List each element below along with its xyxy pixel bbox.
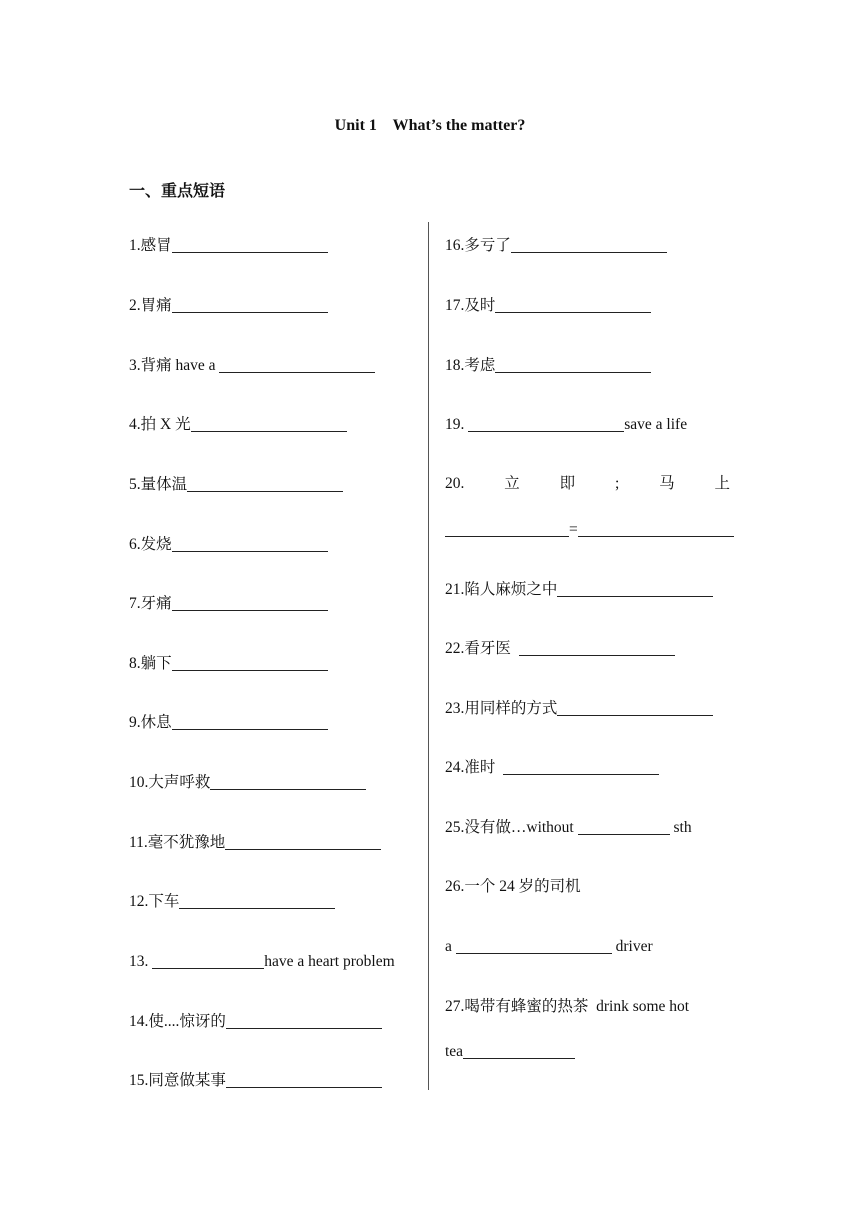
list-item: 2.胃痛 (129, 296, 328, 316)
answer-blank[interactable] (495, 298, 651, 313)
list-item: 24.准时 (445, 758, 659, 778)
answer-blank[interactable] (210, 775, 366, 790)
list-item: 1.感冒 (129, 236, 328, 256)
list-item: 9.休息 (129, 713, 328, 733)
list-item: 19. save a life (445, 416, 688, 433)
list-item: 11.毫不犹豫地 (129, 833, 381, 853)
list-item: 21.陷人麻烦之中 (445, 580, 713, 600)
list-item: 10.大声呼救 (129, 773, 366, 793)
answer-blank[interactable] (557, 701, 713, 716)
page-title: Unit 1 What’s the matter? (334, 117, 526, 134)
list-item: 13. have a heart problem (129, 953, 395, 970)
list-item: 3.背痛 have a (129, 356, 375, 376)
list-item-continuation: a driver (445, 938, 653, 955)
answer-blank[interactable] (187, 477, 343, 492)
answer-blank[interactable] (503, 760, 659, 775)
list-item: 16.多亏了 (445, 236, 667, 256)
list-item: 25.没有做…without sth (445, 819, 692, 836)
answer-blank[interactable] (445, 522, 569, 537)
list-item: 8.躺下 (129, 654, 328, 674)
list-item: 26.一个 24 岁的司机 (445, 878, 581, 895)
list-item: 15.同意做某事 (129, 1071, 382, 1091)
list-item-continuation: tea (445, 1042, 575, 1062)
answer-blank[interactable] (511, 238, 667, 253)
answer-blank[interactable] (495, 358, 651, 373)
list-item: 14.使....惊讶的 (129, 1012, 382, 1032)
answer-blank[interactable] (226, 1014, 382, 1029)
list-item: 27.喝带有蜂蜜的热茶 drink some hot (445, 998, 690, 1015)
answer-blank[interactable] (557, 582, 713, 597)
section-heading: 一、重点短语 (129, 183, 226, 200)
list-item: 18.考虑 (445, 356, 651, 376)
list-item-20: 20. 立 即 ; 马 上 (445, 475, 730, 492)
list-item: 4.拍 X 光 (129, 415, 347, 435)
answer-blank[interactable] (463, 1044, 575, 1059)
list-item: 22.看牙医 (445, 639, 675, 659)
answer-blank[interactable] (226, 1073, 382, 1088)
answer-blank[interactable] (172, 715, 328, 730)
answer-blank[interactable] (172, 596, 328, 611)
list-item: 17.及时 (445, 296, 651, 316)
list-item-20-blanks: = (445, 520, 734, 540)
list-item: 6.发烧 (129, 535, 328, 555)
list-item: 23.用同样的方式 (445, 699, 713, 719)
answer-blank[interactable] (578, 820, 670, 835)
answer-blank[interactable] (519, 641, 675, 656)
answer-blank[interactable] (191, 417, 347, 432)
answer-blank[interactable] (172, 656, 328, 671)
list-item: 7.牙痛 (129, 594, 328, 614)
answer-blank[interactable] (578, 522, 734, 537)
answer-blank[interactable] (172, 238, 328, 253)
list-item: 5.量体温 (129, 475, 343, 495)
answer-blank[interactable] (225, 835, 381, 850)
answer-blank[interactable] (468, 417, 624, 432)
answer-blank[interactable] (219, 358, 375, 373)
answer-blank[interactable] (179, 894, 335, 909)
answer-blank[interactable] (172, 298, 328, 313)
answer-blank[interactable] (456, 939, 612, 954)
answer-blank[interactable] (172, 537, 328, 552)
list-item: 12.下车 (129, 892, 335, 912)
column-divider (428, 222, 429, 1090)
answer-blank[interactable] (152, 954, 264, 969)
